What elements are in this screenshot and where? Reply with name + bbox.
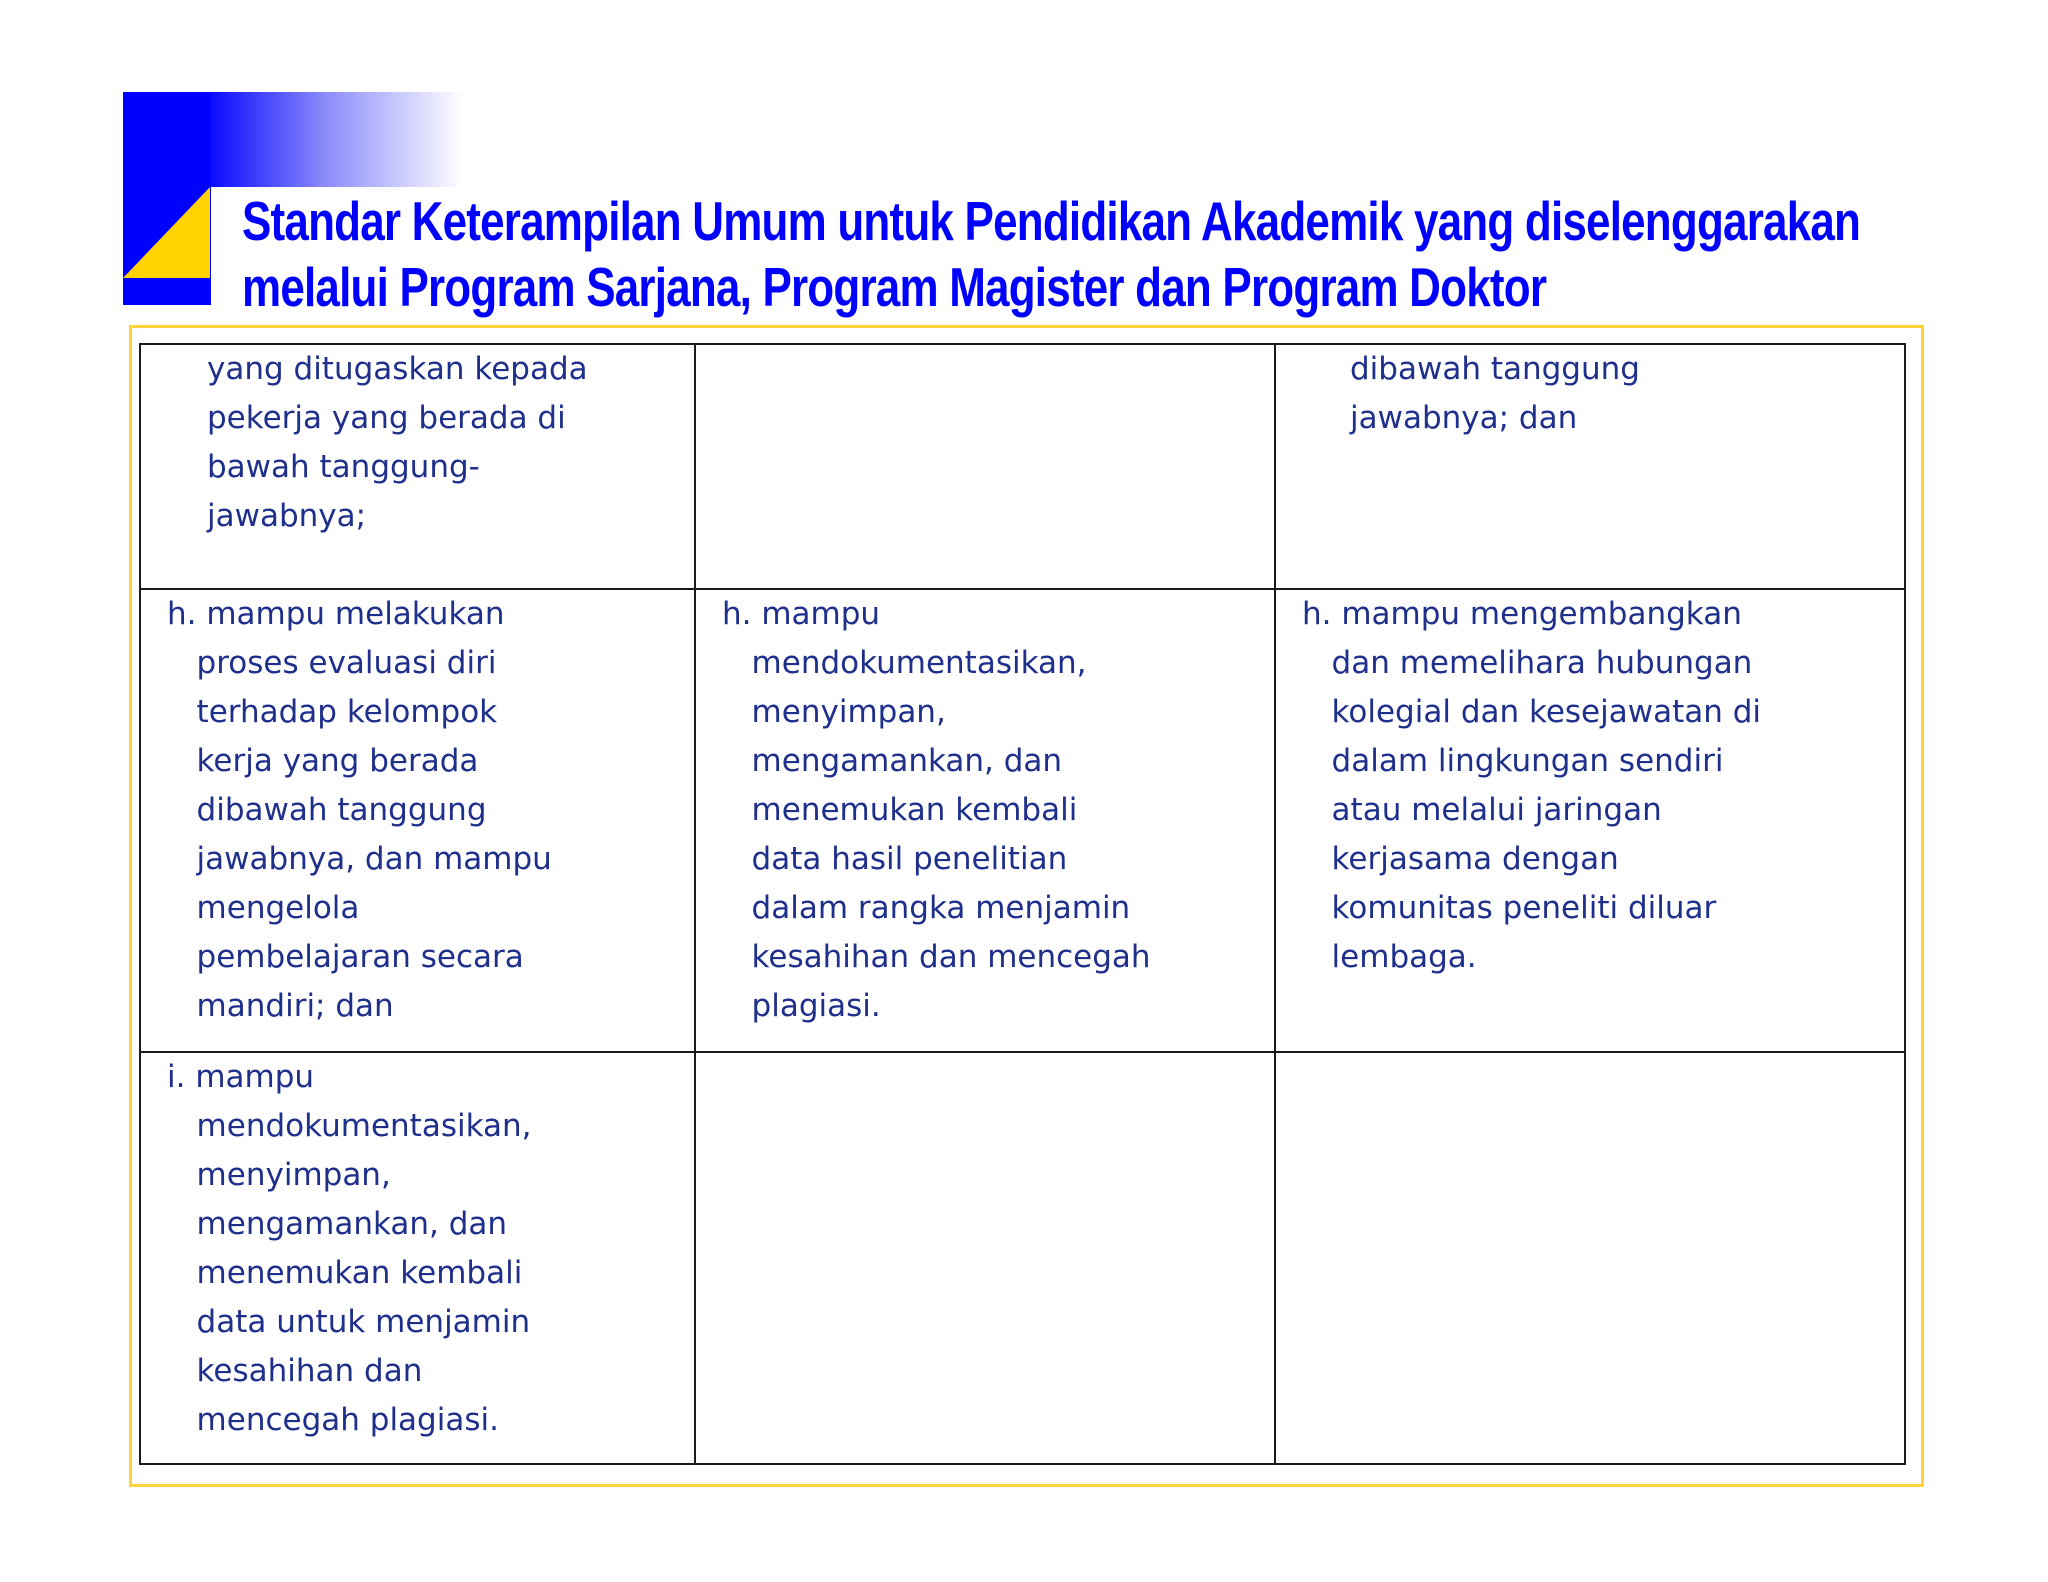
table-row (140, 344, 1905, 589)
cell-text-r2-c2: h. mampu mendokumentasikan, menyimpan, mengamankan, dan menemukan kembali data hasil penelitian dalam rangka menjamin kesahihan dan mencegah plagiasi. (722, 596, 1151, 1024)
table-cell (1275, 344, 1905, 589)
table-cell (140, 344, 695, 589)
slide-title-line-2: melalui Program Sarjana, Program Magister dan Program Doktor (242, 256, 1547, 318)
table-cell (140, 1052, 695, 1464)
table-cell (140, 589, 695, 1052)
cell-text-r2-c1: h. mampu melakukan proses evaluasi diri terhadap kelompok kerja yang berada dibawah tanggung jawabnya, dan mampu mengelola pembelajaran secara mandiri; dan (167, 596, 552, 1024)
cell-text-r3-c1: i. mampu mendokumentasikan, menyimpan, mengamankan, dan menemukan kembali data untuk menjamin kesahihan dan mencegah plagiasi. (167, 1059, 532, 1438)
slide-title (242, 188, 1861, 320)
table-cell (695, 344, 1275, 589)
cell-text-r1-c3: dibawah tanggung jawabnya; dan (1350, 351, 1640, 436)
cell-text-r1-c1: yang ditugaskan kepada pekerja yang berada di bawah tanggung- jawabnya; (207, 351, 588, 534)
table-cell (1275, 1052, 1905, 1464)
table-cell (1275, 589, 1905, 1052)
table-cell (695, 1052, 1275, 1464)
cell-text-r2-c3: h. mampu mengembangkan dan memelihara hubungan kolegial dan kesejawatan di dalam lingkungan sendiri atau melalui jaringan kerjasama dengan komunitas peneliti diluar lembaga. (1302, 596, 1762, 975)
table-row (140, 589, 1905, 1052)
competency-table (139, 343, 1906, 1465)
table-row (140, 1052, 1905, 1464)
table-cell (695, 589, 1275, 1052)
slide-title-line-1: Standar Keterampilan Umum untuk Pendidikan Akademik yang diselenggarakan (242, 190, 1861, 252)
